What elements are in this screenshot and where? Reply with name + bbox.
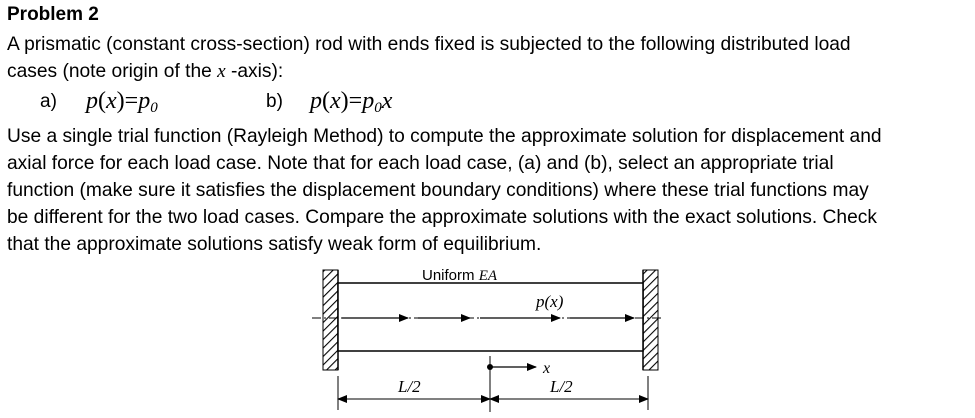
case-a-label: a) <box>40 91 57 112</box>
case-a-equation: $p(x)=p_0$ <box>86 88 158 116</box>
right-wall-support <box>643 270 658 370</box>
body-line-3: function (make sure it satisfies the displacement boundary conditions) where these trial functions may <box>7 180 869 201</box>
intro-axis-symbol: x <box>217 61 226 82</box>
body-line-1: Use a single trial function (Rayleigh Method) to compute the approximate solution for displacement and <box>7 126 882 147</box>
rod <box>338 283 643 351</box>
case-b-label: b) <box>266 91 283 112</box>
dimension-lines <box>338 376 648 410</box>
case-b-equation: $p(x)=p_0x$ <box>310 88 393 116</box>
body-line-5: that the approximate solutions satisfy weak form of equilibrium. <box>7 234 542 255</box>
intro-line-2-suffix: -axis): <box>225 61 284 82</box>
intro-line-1: A prismatic (constant cross-section) rod with ends fixed is subjected to the following distributed load <box>7 34 851 55</box>
left-wall-support <box>323 270 338 370</box>
load-label: p(x) <box>536 292 564 311</box>
rod-label: Uniform EA <box>422 267 498 284</box>
dimension-right-label: L/2 <box>550 377 573 396</box>
body-line-4: be different for the two load cases. Compare the approximate solutions with the exact solutions. Check <box>7 207 877 228</box>
x-axis-label: x <box>543 360 551 377</box>
intro-line-2-prefix: cases (note origin of the <box>7 61 218 82</box>
body-line-2: axial force for each load case. Note that for each load case, (a) and (b), select an appropriate trial <box>7 153 834 174</box>
dimension-left-label: L/2 <box>398 377 421 396</box>
problem-title: Problem 2 <box>7 4 99 25</box>
